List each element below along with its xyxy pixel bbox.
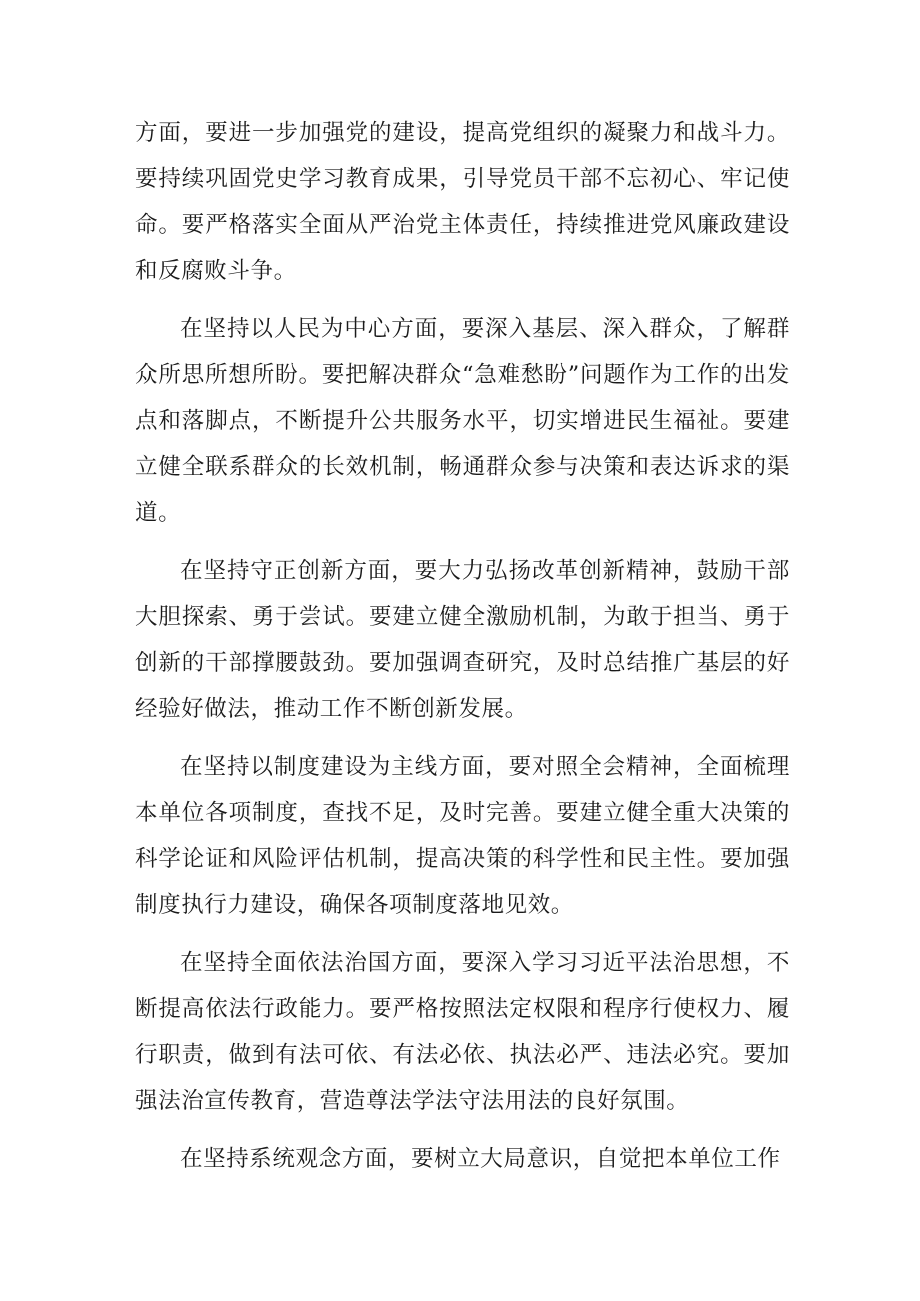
paragraph-institution-building: 在坚持以制度建设为主线方面，要对照全会精神，全面梳理本单位各项制度，查找不足，及时完善。要建立健全重大决策的科学论证和风险评估机制，提高决策的科学性和民主性。要加强制度执行力建设，确保各项制度落地见效。: [135, 754, 790, 918]
paragraph-systems-thinking: 在坚持系统观念方面，要树立大局意识，自觉把本单位工作: [180, 1146, 781, 1172]
paragraph-rule-of-law: 在坚持全面依法治国方面，要深入学习习近平法治思想，不断提高依法行政能力。要严格按照法定权限和程序行使权力、履行职责，做到有法可依、有法必依、执法必严、违法必究。要加强法治宣传教育，营造尊法学法守法用法的良好氛围。: [135, 950, 790, 1114]
paragraph-innovation: 在坚持守正创新方面，要大力弘扬改革创新精神，鼓励干部大胆探索、勇于尝试。要建立健全激励机制，为敢于担当、勇于创新的干部撑腰鼓劲。要加强调查研究，及时总结推广基层的好经验好做法，推动工作不断创新发展。: [135, 558, 790, 722]
document-body: [135, 110, 790, 1194]
paragraph-party-building: 方面，要进一步加强党的建设，提高党组织的凝聚力和战斗力。要持续巩固党史学习教育成果，引导党员干部不忘初心、牢记使命。要严格落实全面从严治党主体责任，持续推进党风廉政建设和反腐败斗争。: [135, 120, 790, 284]
paragraph-people-centered: 在坚持以人民为中心方面，要深入基层、深入群众，了解群众所思所想所盼。要把解决群众“急难愁盼”问题作为工作的出发点和落脚点，不断提升公共服务水平，切实增进民生福祉。要建立健全联系群众的长效机制，畅通群众参与决策和表达诉求的渠道。: [135, 316, 790, 526]
